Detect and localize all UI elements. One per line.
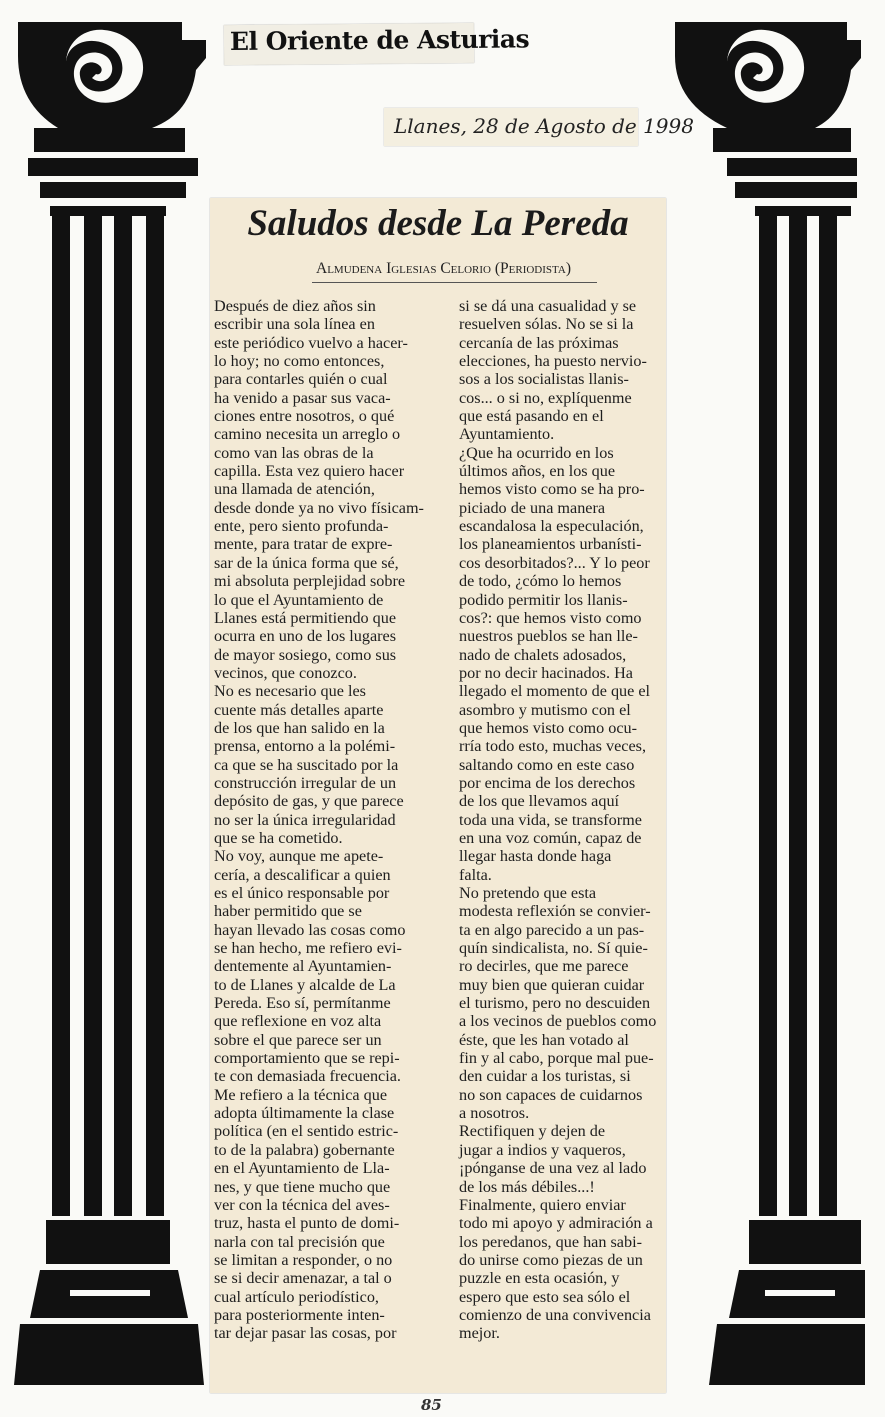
article-line: que hemos visto como ocu- (459, 718, 638, 737)
article-line: desde donde ya no vivo físicam- (214, 498, 424, 517)
article-line: ente, pero siento profunda- (214, 517, 389, 536)
article-line: No voy, aunque me apete- (214, 847, 384, 866)
article-line: asombro y mutismo con el (459, 700, 631, 719)
article-line: adopta últimamente la clase (214, 1104, 395, 1123)
article-line: do unirse como piezas de un (459, 1250, 643, 1269)
article-line: dentemente al Ayuntamien- (214, 957, 392, 976)
article-line: to de Llanes y alcalde de La (214, 975, 396, 994)
article-line: no son capaces de cuidarnos (459, 1085, 643, 1104)
article-line: sobre el que parece ser un (214, 1030, 382, 1049)
dateline: Llanes, 28 de Agosto de 1998 (394, 114, 694, 138)
article-line: ¿Que ha ocurrido en los (459, 443, 614, 462)
article-column-left (214, 297, 440, 1343)
masthead-clipping (224, 23, 530, 65)
article-line: muy bien que quieran cuidar (459, 975, 645, 994)
article-line: cería, a descalificar a quien (214, 865, 391, 884)
right-column-ornament (665, 0, 865, 1400)
article-line: jugar a indios y vaqueros, (459, 1140, 626, 1159)
article-line: ta en algo parecido a un pas- (459, 920, 645, 939)
article-line: para contarles quién o cual (214, 370, 388, 389)
article-line: truz, hasta el punto de domi- (214, 1214, 400, 1233)
article-line: se han hecho, me refiero evi- (214, 939, 402, 958)
article-line: to de la palabra) gobernante (214, 1140, 395, 1159)
article-line: los planeamientos urbanísti- (459, 535, 642, 554)
article-line: escandalosa la especulación, (459, 517, 644, 536)
article-line: escribir una sola línea en (214, 315, 375, 334)
article-line: cual artículo periodístico, (214, 1287, 379, 1306)
article-line: Pereda. Eso sí, permítanme (214, 994, 391, 1013)
article-line: cercanía de las próximas (459, 333, 619, 352)
article-line: como van las obras de la (214, 443, 374, 462)
article-line: tar dejar pasar las cosas, por (214, 1324, 397, 1343)
article-line: depósito de gas, y que parece (214, 792, 404, 811)
article-line: cos desorbitados?... Y lo peor (459, 553, 650, 572)
article-line: te con demasiada frecuencia. (214, 1067, 401, 1086)
article-line: nuestros pueblos se han lle- (459, 627, 638, 646)
article-line: llegado el momento de que el (459, 682, 651, 701)
article-line: que reflexione en voz alta (214, 1012, 382, 1031)
article-line: es el único responsable por (214, 884, 390, 902)
newspaper-name: El Oriente de Asturias (229, 24, 530, 57)
article-line: ha venido a pasar sus vaca- (214, 388, 391, 407)
article-line: hayan llevado las cosas como (214, 920, 406, 939)
article-line: últimos años, en los que (459, 462, 616, 481)
article-line: ro decirles, que me parece (459, 957, 629, 976)
article-line: de mayor sosiego, como sus (214, 645, 397, 664)
article-line: ciones entre nosotros, o qué (214, 407, 395, 426)
article-line: de todo, ¿cómo lo hemos (459, 572, 622, 591)
article-line: una llamada de atención, (214, 480, 375, 499)
article-column-right (459, 297, 664, 1343)
article-line: Rectifiquen y dejen de (459, 1122, 606, 1141)
article-title: Saludos desde La Pereda (247, 203, 629, 244)
article-line: Después de diez años sin (214, 297, 376, 315)
article-clipping (210, 198, 666, 1393)
article-line: quín sindicalista, no. Sí quie- (459, 939, 648, 958)
article-line: en una voz común, capaz de (459, 828, 642, 847)
article-line: hemos visto como se ha pro- (459, 480, 645, 499)
article-line: sar de la única forma que sé, (214, 553, 399, 572)
article-line: cuente más detalles aparte (214, 700, 384, 719)
article-line: mejor. (459, 1324, 500, 1343)
article-line: se si decir amenazar, a tal o (214, 1269, 392, 1288)
article-line: todo mi apoyo y admiración a (459, 1214, 653, 1233)
article-line: sos a los socialistas llanis- (459, 370, 629, 389)
article-line: política (en el sentido estric- (214, 1122, 399, 1141)
article-line: comienzo de una convivencia (459, 1305, 651, 1324)
article-line: por encima de los derechos (459, 773, 636, 792)
article-line: rría todo esto, muchas veces, (459, 737, 646, 756)
article-line: para posteriormente inten- (214, 1305, 385, 1324)
article-line: se limitan a responder, o no (214, 1250, 393, 1269)
article-line: piciado de una manera (459, 498, 606, 517)
dateline-clipping (384, 108, 694, 146)
article-line: este periódico vuelvo a hacer- (214, 333, 408, 352)
page-number: 85 (421, 1396, 442, 1414)
article-line: Finalmente, quiero enviar (459, 1195, 626, 1214)
article-line: por no decir hacinados. Ha (459, 663, 633, 682)
article-line: en el Ayuntamiento de Lla- (214, 1159, 390, 1178)
article-line: No pretendo que esta (459, 884, 597, 902)
byline-divider (312, 282, 597, 283)
article-line: resuelven sólas. No se si la (459, 315, 634, 334)
article-line: Llanes está permitiendo que (214, 608, 397, 627)
article-line: haber permitido que se (214, 902, 362, 921)
article-line: de los más débiles...! (459, 1177, 595, 1196)
left-column-ornament (10, 0, 210, 1400)
article-line: los peredanos, que han sabi- (459, 1232, 642, 1251)
article-line: podido permitir los llanis- (459, 590, 628, 609)
article-line: éste, que les han votado al (459, 1030, 629, 1049)
article-line: el turismo, pero no descuiden (459, 994, 651, 1013)
article-line: comportamiento que se repi- (214, 1049, 400, 1068)
article-line: saltando como en este caso (459, 755, 635, 774)
article-line: elecciones, ha puesto nervio- (459, 352, 647, 371)
article-line: de los que han salido en la (214, 718, 385, 737)
article-line: de los que llevamos aquí (459, 792, 620, 811)
article-line: narla con tal precisión que (214, 1232, 385, 1251)
article-line: ca que se ha suscitado por la (214, 755, 399, 774)
article-line: cos?: que hemos visto como (459, 608, 642, 627)
article-line: ¡pónganse de una vez al lado (459, 1159, 647, 1178)
article-line: prensa, entorno a la polémi- (214, 737, 396, 756)
article-line: llegar hasta donde haga (459, 847, 612, 866)
article-line: puzzle en esta ocasión, y (459, 1269, 620, 1288)
article-line: espero que esto sea sólo el (459, 1287, 631, 1306)
article-line: nes, y que tiene mucho que (214, 1177, 391, 1196)
article-line: capilla. Esta vez quiero hacer (214, 462, 405, 481)
article-line: toda una vida, se transforme (459, 810, 642, 829)
article-line: modesta reflexión se convier- (459, 902, 651, 921)
article-line: Me refiero a la técnica que (214, 1085, 388, 1104)
article-line: que se ha cometido. (214, 828, 343, 847)
article-line: nado de chalets adosados, (459, 645, 627, 664)
article-line: lo que el Ayuntamiento de (214, 590, 384, 609)
article-line: falta. (459, 865, 492, 884)
article-line: si se dá una casualidad y se (459, 297, 637, 315)
article-byline: Almudena Iglesias Celorio (Periodista) (316, 260, 571, 277)
article-line: cos... o si no, explíquenme (459, 388, 632, 407)
article-line: fin y al cabo, porque mal pue- (459, 1049, 654, 1068)
article-line: construcción irregular de un (214, 773, 397, 792)
article-line: ver con la técnica del aves- (214, 1195, 390, 1214)
article-line: lo hoy; no como entonces, (214, 352, 385, 371)
article-line: camino necesita un arreglo o (214, 425, 401, 444)
article-line: mente, para tratar de expre- (214, 535, 393, 554)
article-line: a los vecinos de pueblos como (459, 1012, 657, 1031)
article-line: a nosotros. (459, 1104, 530, 1123)
article-line: vecinos, que conozco. (214, 663, 357, 682)
article-line: mi absoluta perplejidad sobre (214, 572, 406, 591)
article-line: no ser la única irregularidad (214, 810, 396, 829)
article-line: den cuidar a los turistas, si (459, 1067, 631, 1086)
article-line: No es necesario que les (214, 682, 366, 701)
article-line: ocurra en uno de los lugares (214, 627, 397, 646)
article-line: que está pasando en el (459, 407, 604, 426)
article-line: Ayuntamiento. (459, 425, 555, 444)
